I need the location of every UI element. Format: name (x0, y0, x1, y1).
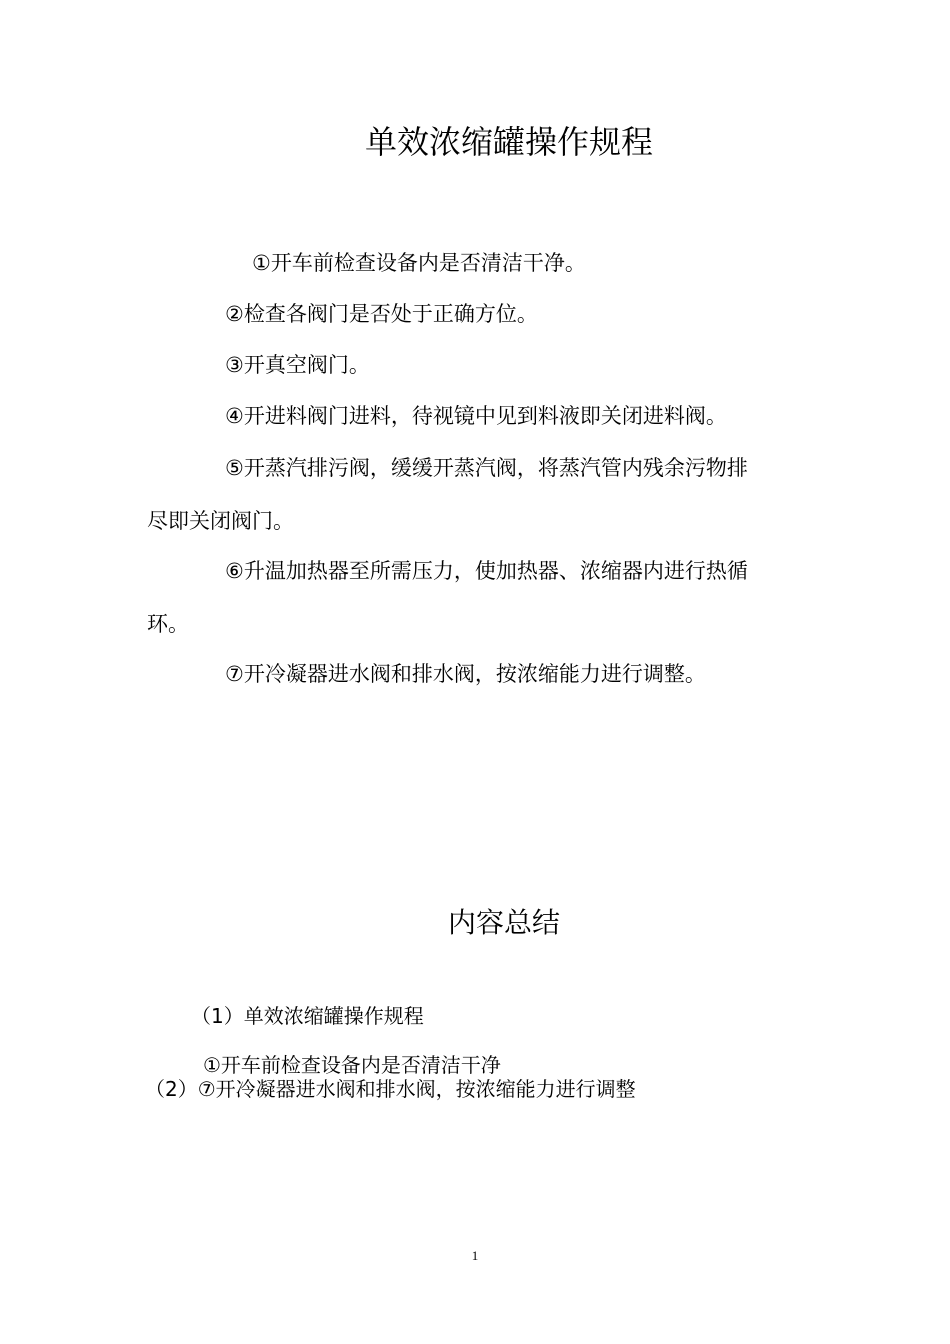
step-1: ①开车前检查设备内是否清洁干净。 (252, 251, 586, 275)
step-3: ③开真空阀门。 (225, 353, 370, 377)
step-4: ④开进料阀门进料，待视镜中见到料液即关闭进料阀。 (225, 404, 727, 428)
document-title: 单效浓缩罐操作规程 (364, 123, 653, 161)
summary-item-1-detail: ①开车前检查设备内是否清洁干净 (203, 1053, 501, 1077)
summary-title: 内容总结 (447, 906, 560, 939)
page-number: 1 (471, 1248, 479, 1263)
summary-item-2: （2）⑦开冷凝器进水阀和排水阀，按浓缩能力进行调整 (145, 1077, 636, 1101)
summary-item-1: （1）单效浓缩罐操作规程 (191, 1004, 424, 1028)
step-5-continued: 尽即关闭阀门。 (147, 509, 294, 533)
step-2: ②检查各阀门是否处于正确方位。 (225, 302, 538, 326)
step-6: ⑥升温加热器至所需压力，使加热器、浓缩器内进行热循 (225, 559, 748, 583)
step-6-continued: 环。 (147, 612, 189, 636)
step-7: ⑦开冷凝器进水阀和排水阀，按浓缩能力进行调整。 (225, 662, 706, 686)
step-5: ⑤开蒸汽排污阀，缓缓开蒸汽阀，将蒸汽管内残余污物排 (225, 456, 748, 480)
